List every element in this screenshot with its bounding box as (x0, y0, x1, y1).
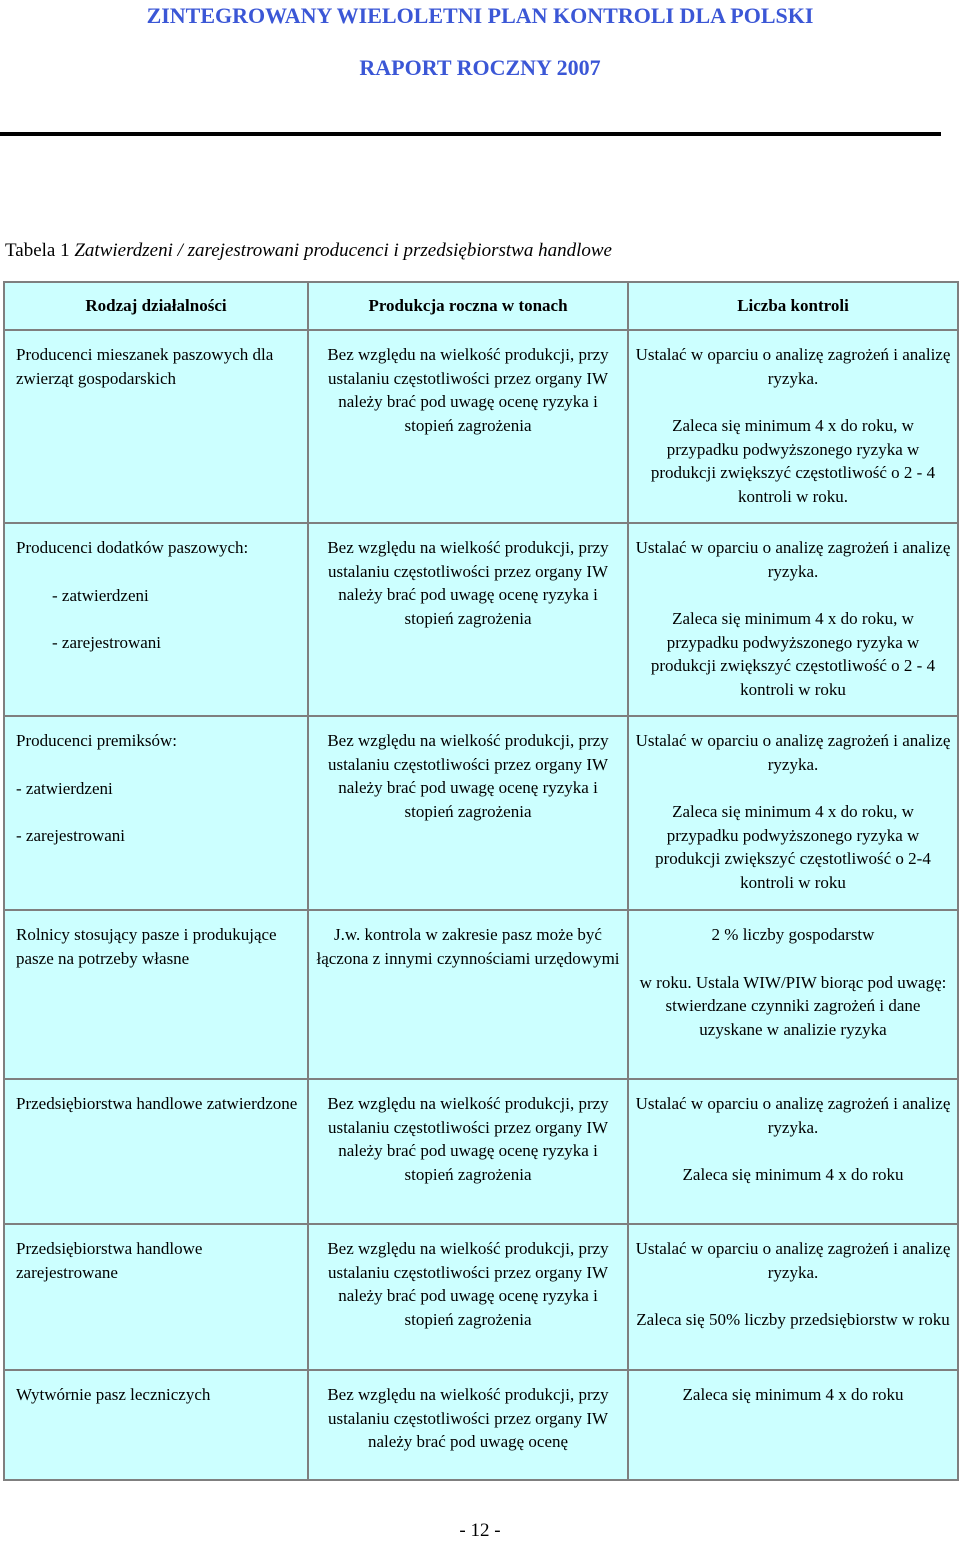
activity-subtype-text: - zatwierdzeni (52, 585, 149, 605)
document-header-subtitle: RAPORT ROCZNY 2007 (359, 55, 601, 80)
activity-type-cell (4, 330, 308, 523)
activity-type-cell (4, 523, 308, 716)
production-text: Bez względu na wielkość produkcji, przy ustalaniu częstotliwości przez organy IW należy brać pod uwagę ocenę ryzyka i stopień zagrożenia (327, 731, 609, 821)
activity-type-cell (4, 910, 308, 1079)
production-cell (308, 523, 628, 716)
table-caption-number: Tabela 1 (5, 240, 75, 261)
controls-cell (628, 1079, 958, 1224)
production-text: Bez względu na wielkość produkcji, przy ustalaniu częstotliwości przez organy IW należy brać pod uwagę ocenę ryzyka i stopień zagrożenia (327, 538, 609, 628)
controls-cell (628, 523, 958, 716)
controls-text: Zaleca się minimum 4 x do roku, w przypadku podwyższonego ryzyka w produkcji zwiększyć częstotliwość o 2-4 kontroli w roku (655, 802, 931, 892)
activity-subtype-text: - zarejestrowani (52, 633, 162, 652)
activity-subtype-text: - zatwierdzeni (16, 778, 113, 798)
table-row (4, 716, 958, 910)
controls-text: Zaleca się minimum 4 x do roku, w przypadku podwyższonego ryzyka w produkcji zwiększyć częstotliwość o 2 - 4 kontroli w roku. (650, 416, 936, 506)
table-row (4, 523, 958, 716)
controls-cell (628, 716, 958, 910)
production-text: Bez względu na wielkość produkcji, przy ustalaniu częstotliwości przez organy IW należy brać pod uwagę ocenę (327, 1385, 609, 1451)
production-cell (308, 716, 628, 910)
controls-text: Ustalać w oparciu o analizę zagrożeń i analizę ryzyka. (635, 731, 951, 774)
production-text: Bez względu na wielkość produkcji, przy ustalaniu częstotliwości przez organy IW należy brać pod uwagę ocenę ryzyka i stopień zagrożenia (327, 1239, 609, 1329)
production-cell (308, 1370, 628, 1480)
activity-type-text: Przedsiębiorstwa handlowe zatwierdzone (16, 1094, 298, 1113)
table-header-row (4, 282, 958, 330)
production-cell (308, 1079, 628, 1224)
activity-type-cell (4, 1370, 308, 1480)
column-header-annual-production: Produkcja roczna w tonach (308, 282, 628, 330)
controls-text: Zaleca się minimum 4 x do roku (682, 1385, 904, 1404)
activity-type-text: Wytwórnie pasz leczniczych (16, 1385, 211, 1404)
table-caption (5, 240, 612, 262)
controls-text: Zaleca się minimum 4 x do roku, w przypadku podwyższonego ryzyka w produkcji zwiększyć częstotliwość o 2 - 4 kontroli w roku (650, 609, 936, 699)
activity-type-cell (4, 1079, 308, 1224)
table-row (4, 1079, 958, 1224)
controls-text: Ustalać w oparciu o analizę zagrożeń i analizę ryzyka. (635, 1094, 951, 1137)
column-header-activity-type: Rodzaj działalności (4, 282, 308, 330)
controls-text: Zaleca się 50% liczby przedsiębiorstw w roku (636, 1310, 950, 1329)
header-divider (0, 132, 941, 136)
production-cell (308, 910, 628, 1079)
table-row (4, 330, 958, 523)
table-row (4, 910, 958, 1079)
production-cell (308, 330, 628, 523)
controls-text: Ustalać w oparciu o analizę zagrożeń i analizę ryzyka. (635, 1239, 951, 1282)
controls-cell (628, 910, 958, 1079)
activity-type-cell (4, 716, 308, 910)
controls-text: Ustalać w oparciu o analizę zagrożeń i analizę ryzyka. (635, 345, 951, 388)
controls-table (3, 281, 959, 1481)
page-number: - 12 - (459, 1520, 501, 1541)
production-text: Bez względu na wielkość produkcji, przy ustalaniu częstotliwości przez organy IW należy brać pod uwagę ocenę ryzyka i stopień zagrożenia (327, 1094, 609, 1184)
activity-type-cell (4, 1224, 308, 1370)
activity-subtype-text: - zarejestrowani (16, 826, 126, 845)
controls-text: Zaleca się minimum 4 x do roku (682, 1165, 904, 1184)
document-header-title: ZINTEGROWANY WIELOLETNI PLAN KONTROLI DLA POLSKI (146, 3, 814, 28)
table-caption-title: Zatwierdzeni / zarejestrowani producenci i przedsiębiorstwa handlowe (74, 240, 612, 261)
controls-cell (628, 330, 958, 523)
production-cell (308, 1224, 628, 1370)
controls-cell (628, 1224, 958, 1370)
activity-type-text: Przedsiębiorstwa handlowe zarejestrowane (16, 1239, 203, 1282)
controls-text: 2 % liczby gospodarstw (711, 925, 875, 944)
activity-type-text: Producenci mieszanek paszowych dla zwierząt gospodarskich (16, 345, 274, 388)
table-row (4, 1224, 958, 1370)
table-row (4, 1370, 958, 1480)
activity-type-text: Producenci dodatków paszowych: (16, 538, 249, 557)
controls-text: Ustalać w oparciu o analizę zagrożeń i analizę ryzyka. (635, 538, 951, 581)
activity-type-text: Rolnicy stosujący pasze i produkujące pasze na potrzeby własne (16, 925, 277, 968)
controls-cell (628, 1370, 958, 1480)
controls-text: w roku. Ustala WIW/PIW biorąc pod uwagę: stwierdzane czynniki zagrożeń i dane uzyskane w analizie ryzyka (639, 972, 947, 1039)
column-header-control-count: Liczba kontroli (628, 282, 958, 330)
production-text: J.w. kontrola w zakresie pasz może być łączona z innymi czynnościami urzędowymi (316, 925, 620, 968)
production-text: Bez względu na wielkość produkcji, przy ustalaniu częstotliwości przez organy IW należy brać pod uwagę ocenę ryzyka i stopień zagrożenia (327, 345, 609, 435)
activity-type-text: Producenci premiksów: (16, 731, 177, 750)
